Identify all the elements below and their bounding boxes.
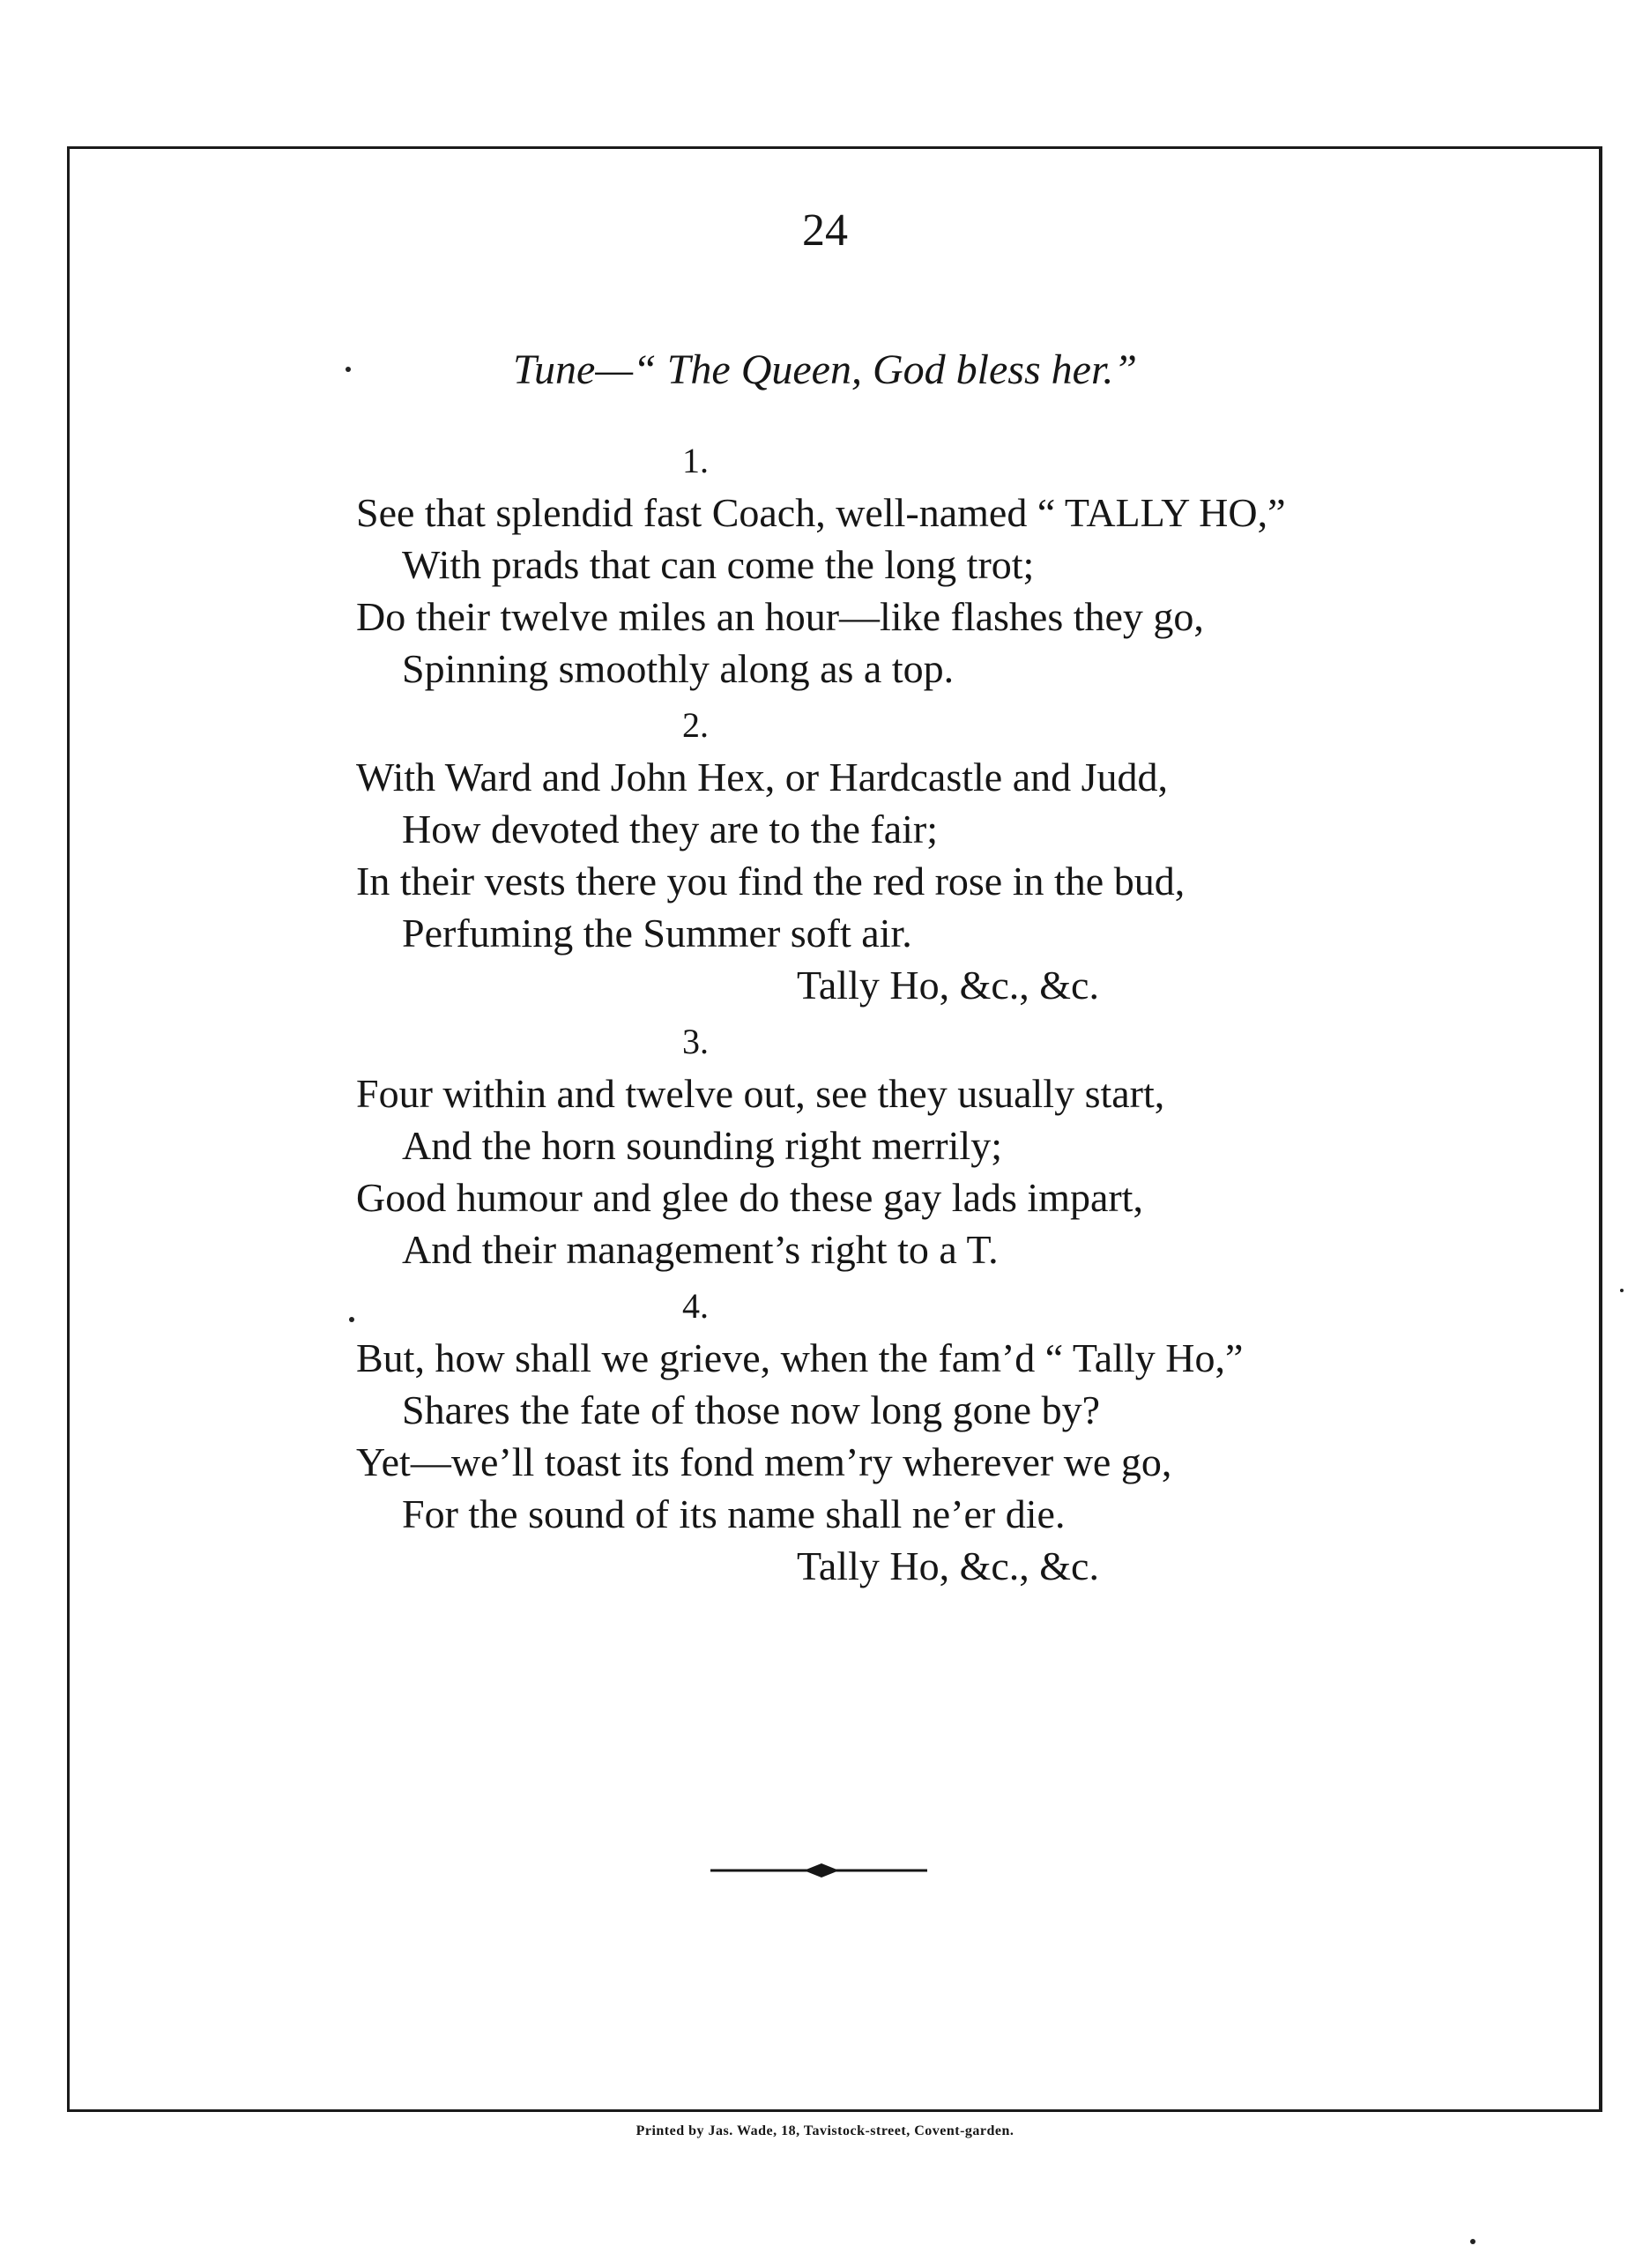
page-number: 24 — [802, 205, 848, 256]
printer-imprint: Printed by Jas. Wade, 18, Tavistock-street, Covent-garden. — [635, 2123, 1015, 2138]
verse-line: For the sound of its name shall ne’er die. — [402, 1491, 1066, 1536]
stanza-2 — [356, 702, 1414, 1011]
song-body — [356, 430, 1414, 1592]
tune-heading: Tune—“ The Queen, God bless her.” — [512, 346, 1138, 393]
stanza-number: 4. — [682, 1286, 709, 1326]
refrain-line: Tally Ho, &c., &c. — [797, 963, 1099, 1008]
verse-line: Perfuming the Summer soft air. — [402, 911, 912, 956]
verse-line: Yet—we’ll toast its fond mem’ry wherever we go, — [356, 1439, 1172, 1484]
verse-line: With prads that can come the long trot; — [402, 542, 1035, 587]
verse-line: Do their twelve miles an hour—like flashes they go, — [356, 594, 1204, 639]
verse-line: But, how shall we grieve, when the fam’d “ Tally Ho,” — [356, 1335, 1244, 1380]
ink-speck — [1620, 1289, 1624, 1292]
verse-line: And their management’s right to a T. — [402, 1227, 999, 1272]
verse-line: Shares the fate of those now long gone by? — [402, 1387, 1101, 1432]
verse-line: Good humour and glee do these gay lads impart, — [356, 1175, 1143, 1220]
diamond-rule-ornament-icon — [710, 1862, 927, 1879]
refrain-line: Tally Ho, &c., &c. — [797, 1543, 1099, 1588]
stanza-3 — [356, 1018, 1414, 1275]
ink-speck — [346, 367, 351, 372]
verse-line: See that splendid fast Coach, well-named “ TALLY HO,” — [356, 490, 1286, 535]
verse-line: In their vests there you find the red rose in the bud, — [356, 859, 1185, 903]
stanza-number: 3. — [682, 1022, 709, 1061]
verse-line: Spinning smoothly along as a top. — [402, 646, 955, 691]
ink-speck — [1470, 2239, 1475, 2244]
verse-line: Four within and twelve out, see they usually start, — [356, 1071, 1165, 1116]
stanza-4 — [356, 1283, 1414, 1592]
stanza-1 — [356, 437, 1414, 695]
verse-line: How devoted they are to the fair; — [402, 807, 938, 851]
ink-speck — [349, 1317, 354, 1322]
verse-line: And the horn sounding right merrily; — [402, 1123, 1002, 1168]
stanza-number: 2. — [682, 705, 709, 745]
verse-line: With Ward and John Hex, or Hardcastle and Judd, — [356, 755, 1169, 799]
stanza-number: 1. — [682, 441, 709, 480]
